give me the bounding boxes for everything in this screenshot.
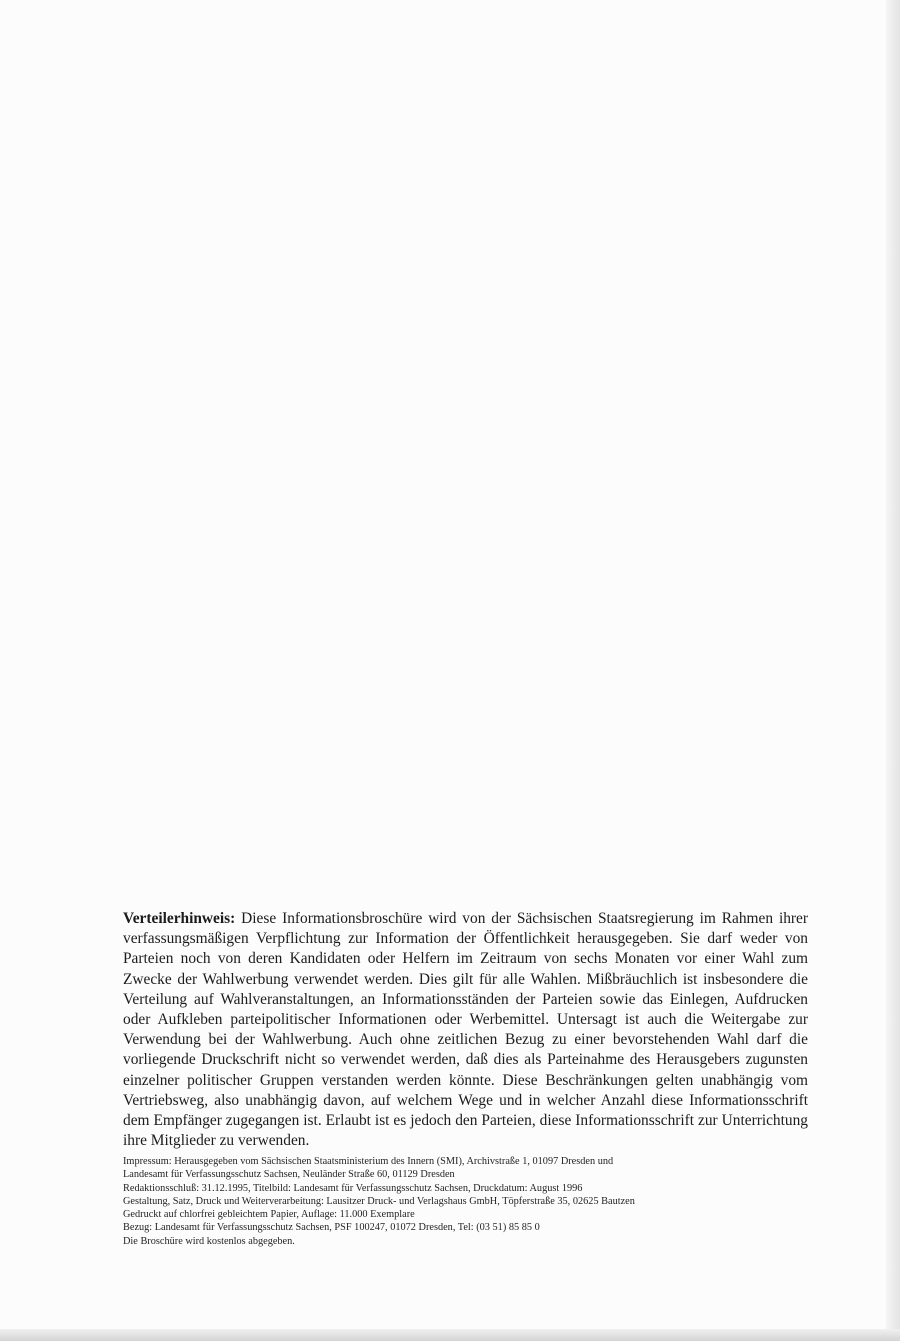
imprint-free-of-charge: Die Broschüre wird kostenlos abgegeben. [123,1235,295,1247]
imprint [123,1155,813,1248]
imprint-production: Gestaltung, Satz, Druck und Weiterverarbeitung: Lausitzer Druck- und Verlagshaus GmbH, Töpferstraße 35, 02625 Bautzen [123,1195,635,1207]
page-right-edge [886,0,900,1341]
imprint-editorial-deadline: Redaktionsschluß: 31.12.1995, Titelbild: Landesamt für Verfassungsschutz Sachsen, Druckdatum: August 1996 [123,1182,583,1194]
imprint-ordering: Bezug: Landesamt für Verfassungsschutz Sachsen, PSF 100247, 01072 Dresden, Tel: (03 51) 85 85 0 [123,1222,540,1234]
distribution-notice [123,909,808,1151]
imprint-print-run: Gedruckt auf chlorfrei gebleichtem Papier, Auflage: 11.000 Exemplare [123,1209,415,1221]
distribution-notice-label: Verteilerhinweis: [123,910,236,927]
imprint-publisher: Impressum: Herausgegeben vom Sächsischen Staatsministerium des Innern (SMI), Archivstraße 1, 01097 Dresden und [123,1156,614,1167]
distribution-notice-text: Diese Informationsbroschüre wird von der Sächsischen Staatsregierung im Rahmen ihrer verfassungsmäßigen Verpflichtung zur Information der Öffentlichkeit herausgegeben. Sie darf weder von Parteien noch von deren Kandidaten oder Helfern im Zeitraum von sechs Monaten vor einer Wahl zum Zwecke der Wahlwerbung verwendet werden. Dies gilt für alle Wahlen. Mißbräuchlich ist insbesondere die Verteilung auf Wahlveranstaltungen, an Informationsständen der Parteien sowie das Einlegen, Aufdrucken oder Aufkleben parteipolitischer Informationen oder Werbemittel. Untersagt ist auch die Weitergabe zur Verwendung bei der Wahlwerbung. Auch ohne zeitlichen Bezug zu einer bevorstehenden Wahl darf die vorliegende Druckschrift nicht so verwendet werden, daß dies als Parteinahme des Herausgebers zugunsten einzelner politischer Gruppen verstanden werden könnte. Diese Beschränkungen gelten unabhängig vom Vertriebsweg, also unabhängig davon, auf welchem Wege und in welcher Anzahl diese Informationsschrift dem Empfänger zugegangen ist. Erlaubt ist es jedoch den Parteien, diese Informationsschrift zur Unterrichtung ihre Mitglieder zu verwenden. [123,910,808,1150]
imprint-publisher-address: Landesamt für Verfassungsschutz Sachsen, Neuländer Straße 60, 01129 Dresden [123,1169,455,1181]
page-bottom-edge [0,1329,900,1341]
